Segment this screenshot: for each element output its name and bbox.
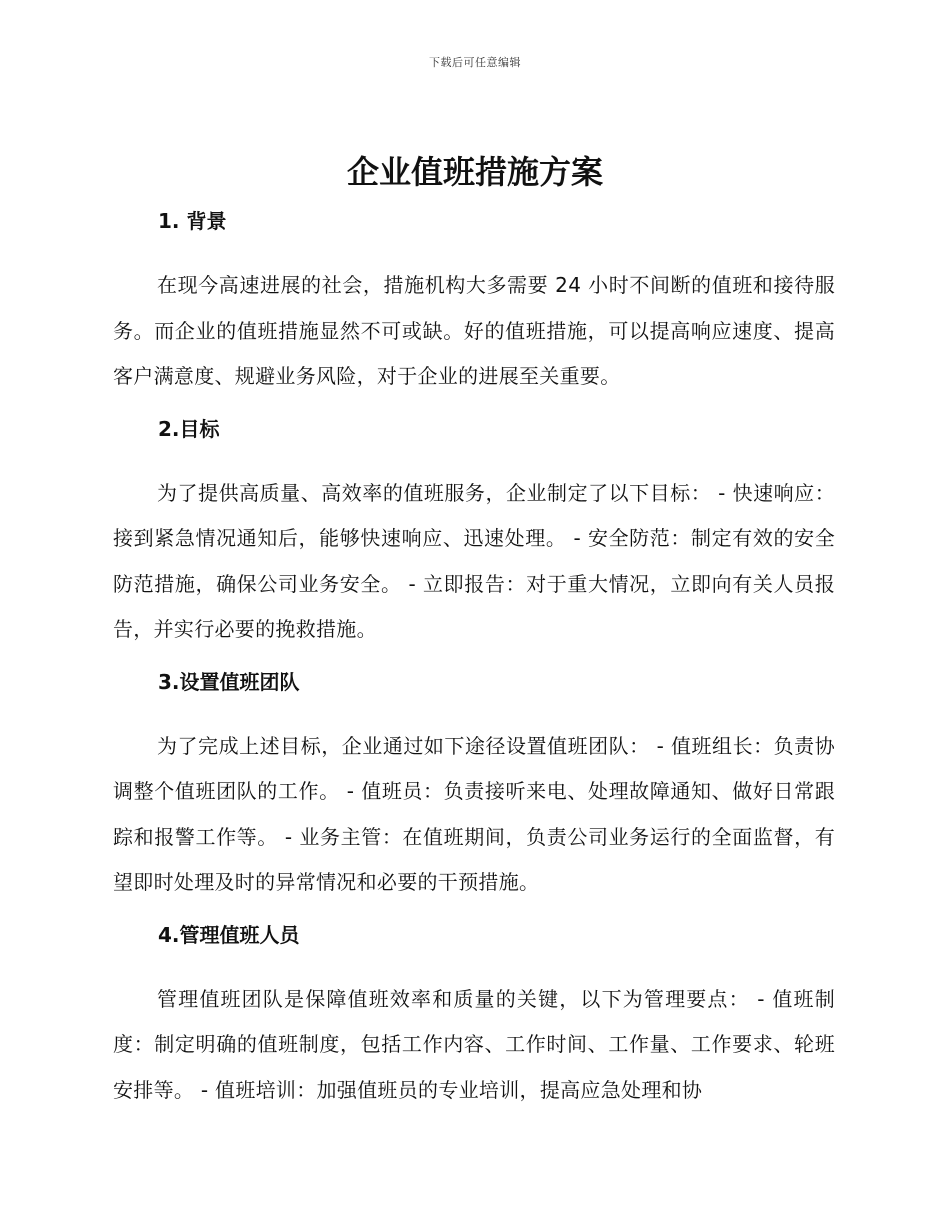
document-title: 企业值班措施方案 xyxy=(346,153,603,191)
section-heading: 3.设置值班团队 xyxy=(158,669,300,694)
document-body xyxy=(113,206,835,1113)
section-paragraph: 在现今高速进展的社会，措施机构大多需要 24 小时不间断的值班和接待服务。而企业的值班措施显然不可或缺。好的值班措施，可以提高响应速度、提高客户满意度、规避业务风险，对于企业的进展至关重要。 xyxy=(113,273,835,388)
section-staff-management xyxy=(113,920,835,1114)
header-note: 下载后可任意编辑 xyxy=(429,56,521,69)
section-paragraph: 管理值班团队是保障值班效率和质量的关键，以下为管理要点： - 值班制度：制定明确的值班制度，包括工作内容、工作时间、工作量、工作要求、轮班安排等。 - 值班培训：加强值班员的专业培训，提高应急处理和协 xyxy=(113,986,835,1102)
section-paragraph: 为了完成上述目标，企业通过如下途径设置值班团队： - 值班组长：负责协调整个值班团队的工作。 - 值班员：负责接听来电、处理故障通知、做好日常跟踪和报警工作等。 - 业务主管：在值班期间，负责公司业务运行的全面监督，有望即时处理及时的异常情况和必要的干预措施。 xyxy=(113,733,835,894)
section-background xyxy=(113,206,835,400)
section-paragraph: 为了提供高质量、高效率的值班服务，企业制定了以下目标： - 快速响应：接到紧急情况通知后，能够快速响应、迅速处理。 - 安全防范：制定有效的安全防范措施，确保公司业务安全。 - 立即报告：对于重大情况，立即向有关人员报告，并实行必要的挽救措施。 xyxy=(113,480,835,641)
section-goals xyxy=(113,414,835,653)
section-heading: 1. 背景 xyxy=(158,209,227,233)
section-heading: 4.管理值班人员 xyxy=(158,922,300,947)
section-heading: 2.目标 xyxy=(158,416,220,441)
section-team-setup xyxy=(113,667,835,906)
